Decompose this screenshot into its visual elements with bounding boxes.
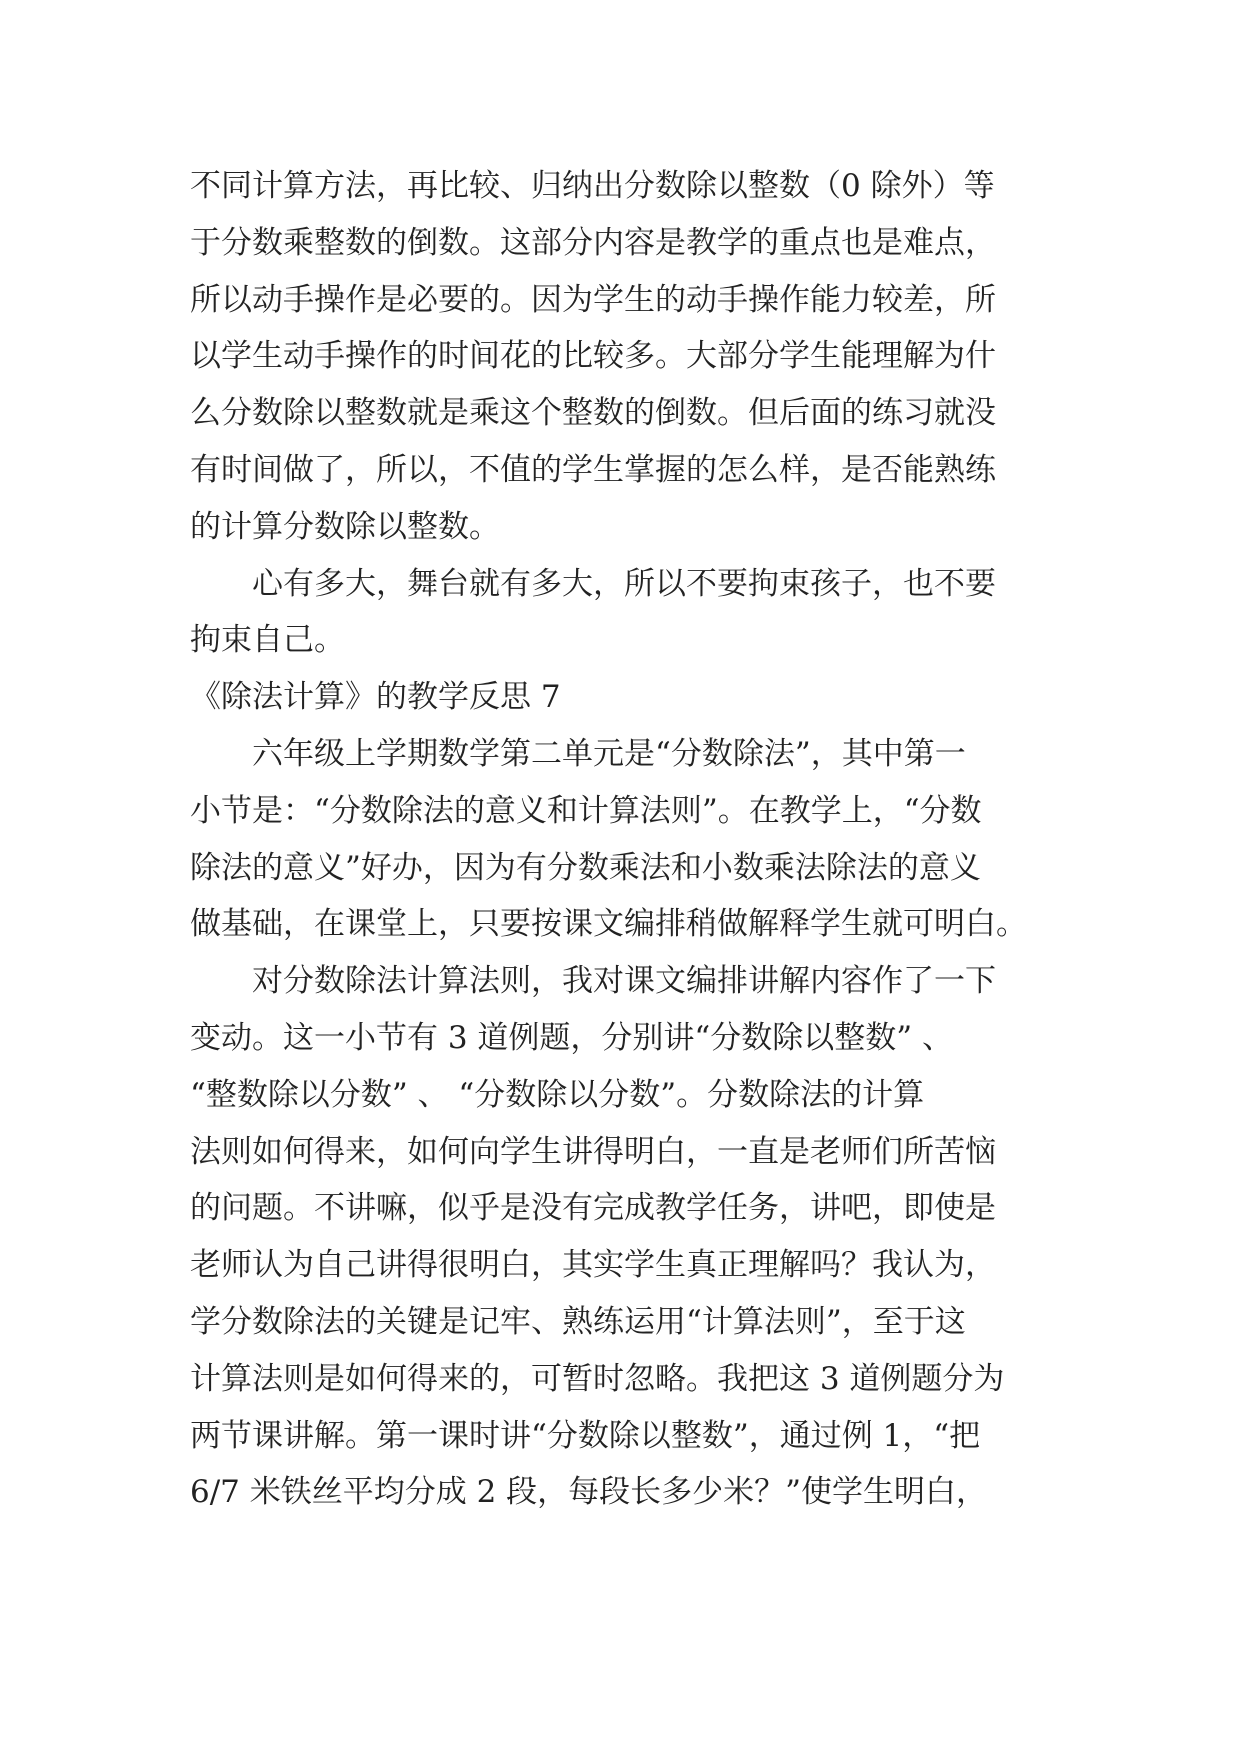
text-line: 变动。这一小节有 3 道例题，分别讲“分数除以整数” 、 bbox=[190, 1019, 953, 1056]
text-line: “整数除以分数” 、 “分数除以分数”。分数除法的计算 bbox=[190, 1076, 925, 1113]
paragraph-first-line: 对分数除法计算法则，我对课文编排讲解内容作了一下 bbox=[252, 963, 996, 1000]
paragraph-first-line: 心有多大，舞台就有多大，所以不要拘束孩子，也不要 bbox=[252, 565, 996, 602]
text-line: 计算法则是如何得来的，可暂时忽略。我把这 3 道例题分为 bbox=[190, 1360, 1005, 1397]
text-line: 小节是：“分数除法的意义和计算法则”。在教学上，“分数 bbox=[190, 792, 982, 829]
text-line: 做基础，在课堂上，只要按课文编排稍做解释学生就可明白。 bbox=[190, 906, 1027, 943]
section-heading: 《除法计算》的教学反思 7 bbox=[190, 679, 561, 716]
text-line: 除法的意义”好办，因为有分数乘法和小数乘法除法的意义 bbox=[190, 849, 981, 886]
text-line: 有时间做了，所以，不值的学生掌握的怎么样，是否能熟练 bbox=[190, 451, 996, 488]
text-line: 的计算分数除以整数。 bbox=[190, 508, 500, 545]
text-line: 的问题。不讲嘛，似乎是没有完成教学任务，讲吧，即使是 bbox=[190, 1190, 996, 1227]
text-line: 所以动手操作是必要的。因为学生的动手操作能力较差，所 bbox=[190, 281, 996, 318]
body-text bbox=[190, 158, 1070, 1521]
text-line: 法则如何得来，如何向学生讲得明白，一直是老师们所苦恼 bbox=[190, 1133, 996, 1170]
text-line: 么分数除以整数就是乘这个整数的倒数。但后面的练习就没 bbox=[190, 395, 996, 432]
text-line: 学分数除法的关键是记牢、熟练运用“计算法则”，至于这 bbox=[190, 1303, 966, 1340]
text-line: 老师认为自己讲得很明白，其实学生真正理解吗？我认为， bbox=[190, 1247, 996, 1284]
text-line: 6/7 米铁丝平均分成 2 段，每段长多少米？”使学生明白， bbox=[190, 1474, 988, 1511]
text-line: 不同计算方法，再比较、归纳出分数除以整数（0 除外）等 bbox=[190, 168, 995, 204]
text-line: 拘束自己。 bbox=[190, 622, 345, 659]
paragraph-first-line: 六年级上学期数学第二单元是“分数除法”，其中第一 bbox=[252, 735, 966, 772]
text-line: 两节课讲解。第一课时讲“分数除以整数”，通过例 1，“把 bbox=[190, 1417, 981, 1454]
text-line: 以学生动手操作的时间花的比较多。大部分学生能理解为什 bbox=[190, 338, 996, 375]
text-line: 于分数乘整数的倒数。这部分内容是教学的重点也是难点， bbox=[190, 224, 996, 261]
